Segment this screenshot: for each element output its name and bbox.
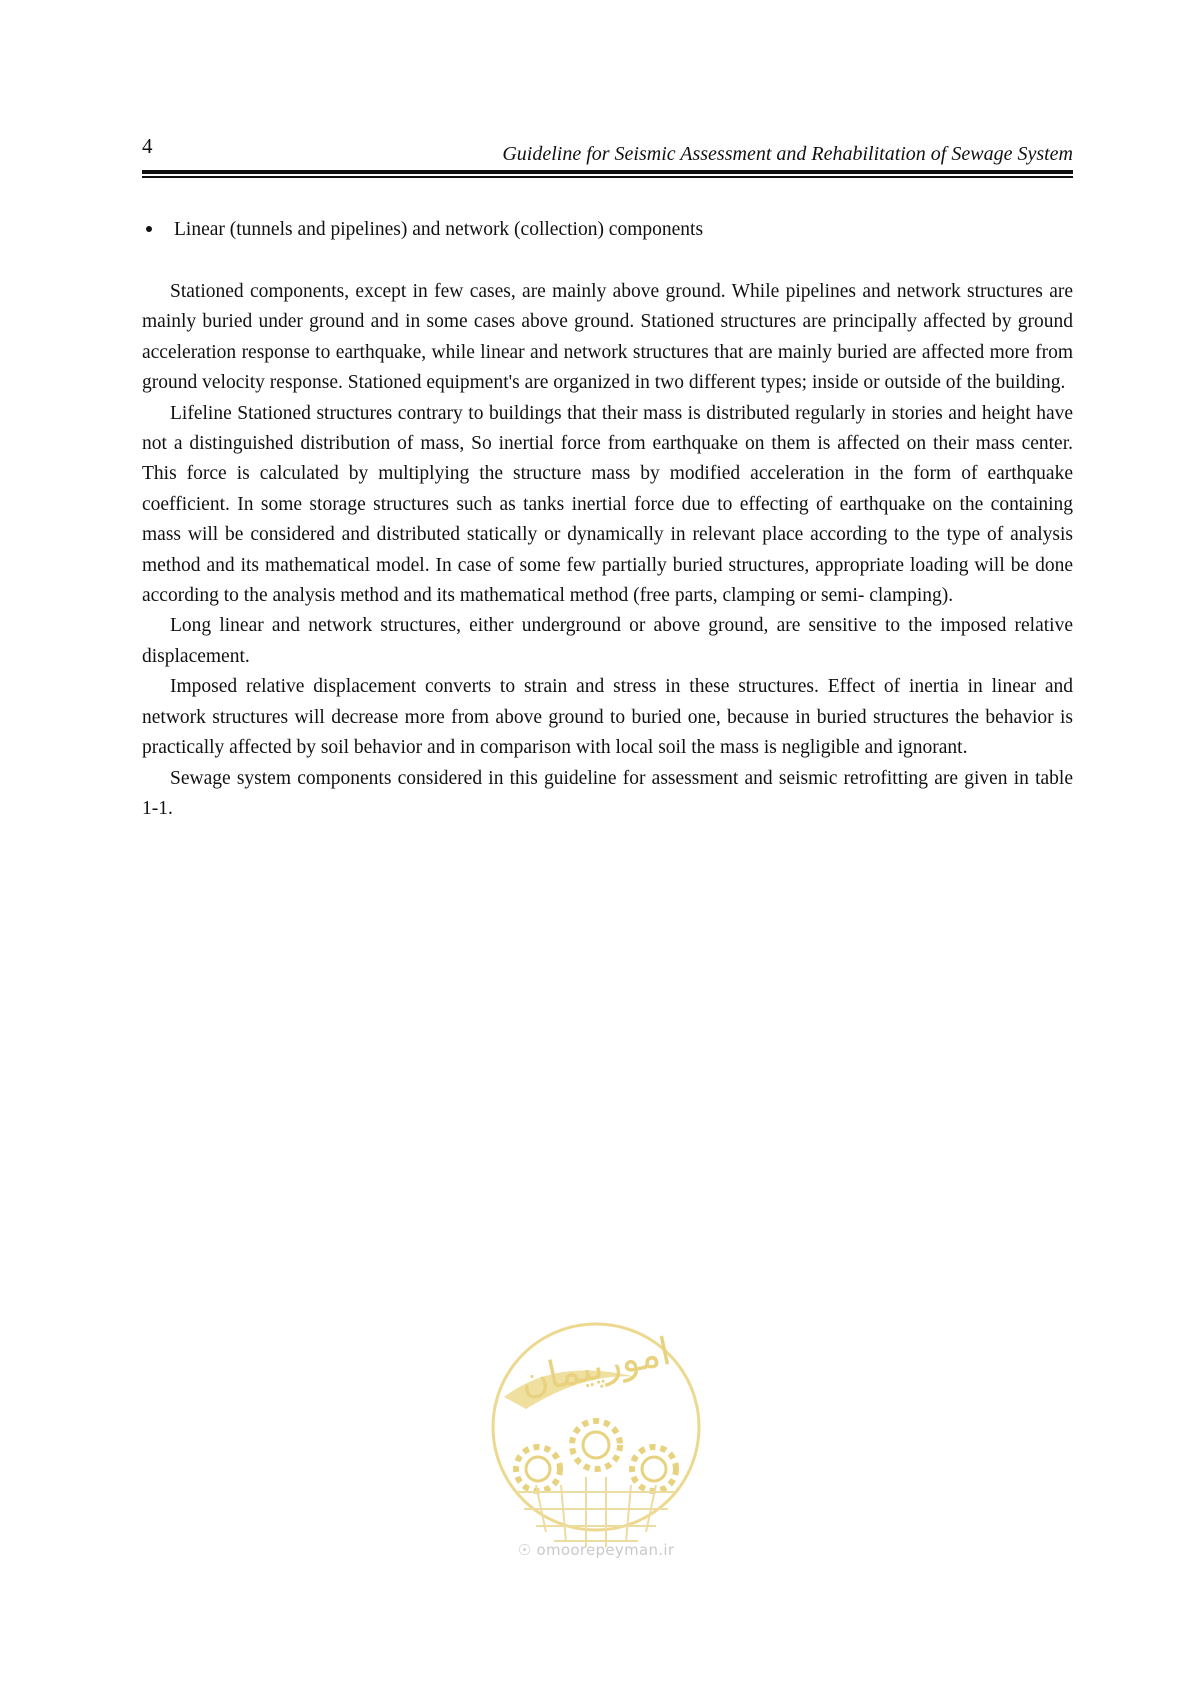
page-number: 4 xyxy=(142,134,153,158)
bullet-text: Linear (tunnels and pipelines) and network (collection) components xyxy=(174,219,704,240)
running-title: Guideline for Seismic Assessment and Rehabilitation of Sewage System xyxy=(502,143,1073,165)
bullet-item xyxy=(142,218,1073,242)
paragraph-long-linear-structures: Long linear and network structures, either underground or above ground, are sensitive to the imposed relative displacement. xyxy=(142,615,1073,667)
watermark-url-text: omoorepeyman.ir xyxy=(536,1541,675,1559)
body-text xyxy=(142,277,1073,824)
svg-text:امورپیمان: امورپیمان xyxy=(516,1328,675,1404)
paragraph-sewage-components: Sewage system components considered in this guideline for assessment and seismic retrofitting are given in table 1-1. xyxy=(142,767,1073,819)
globe-icon: ☉ xyxy=(517,1541,532,1559)
paragraph-stationed-components: Stationed components, except in few cases, are mainly above ground. While pipelines and network structures are mainly buried under ground and in some cases above ground. Stationed structures are principally affected by ground acceleration response to earthquake, while linear and network structures that are mainly buried are affected more from ground velocity response. Stationed equipment's are organized in two different types; inside or outside of the building. xyxy=(142,281,1073,394)
watermark-logo xyxy=(486,1317,706,1567)
header-rule-thin xyxy=(142,176,1073,178)
header-rule-thick xyxy=(142,170,1073,174)
paragraph-imposed-displacement: Imposed relative displacement converts to strain and stress in these structures. Effect of inertia in linear and network structures will decrease more from above ground to buried one, because in buried structures the behavior is practically affected by soil behavior and in comparison with local soil the mass is negligible and ignorant. xyxy=(142,676,1073,759)
watermark-url xyxy=(486,1541,706,1559)
bullet-icon xyxy=(146,226,152,232)
paragraph-lifeline-structures: Lifeline Stationed structures contrary to buildings that their mass is distributed regularly in stories and height have not a distinguished distribution of mass, So inertial force from earthquake on them is affected on their mass center. This force is calculated by multiplying the structure mass by modified acceleration in the form of earthquake coefficient. In some storage structures such as tanks inertial force due to effecting of earthquake on the containing mass will be considered and distributed statically or dynamically in relevant place according to the type of analysis method and its mathematical model. In case of some few partially buried structures, appropriate loading will be done according to the analysis method and its mathematical method (free parts, clamping or semi- clamping). xyxy=(142,402,1073,607)
